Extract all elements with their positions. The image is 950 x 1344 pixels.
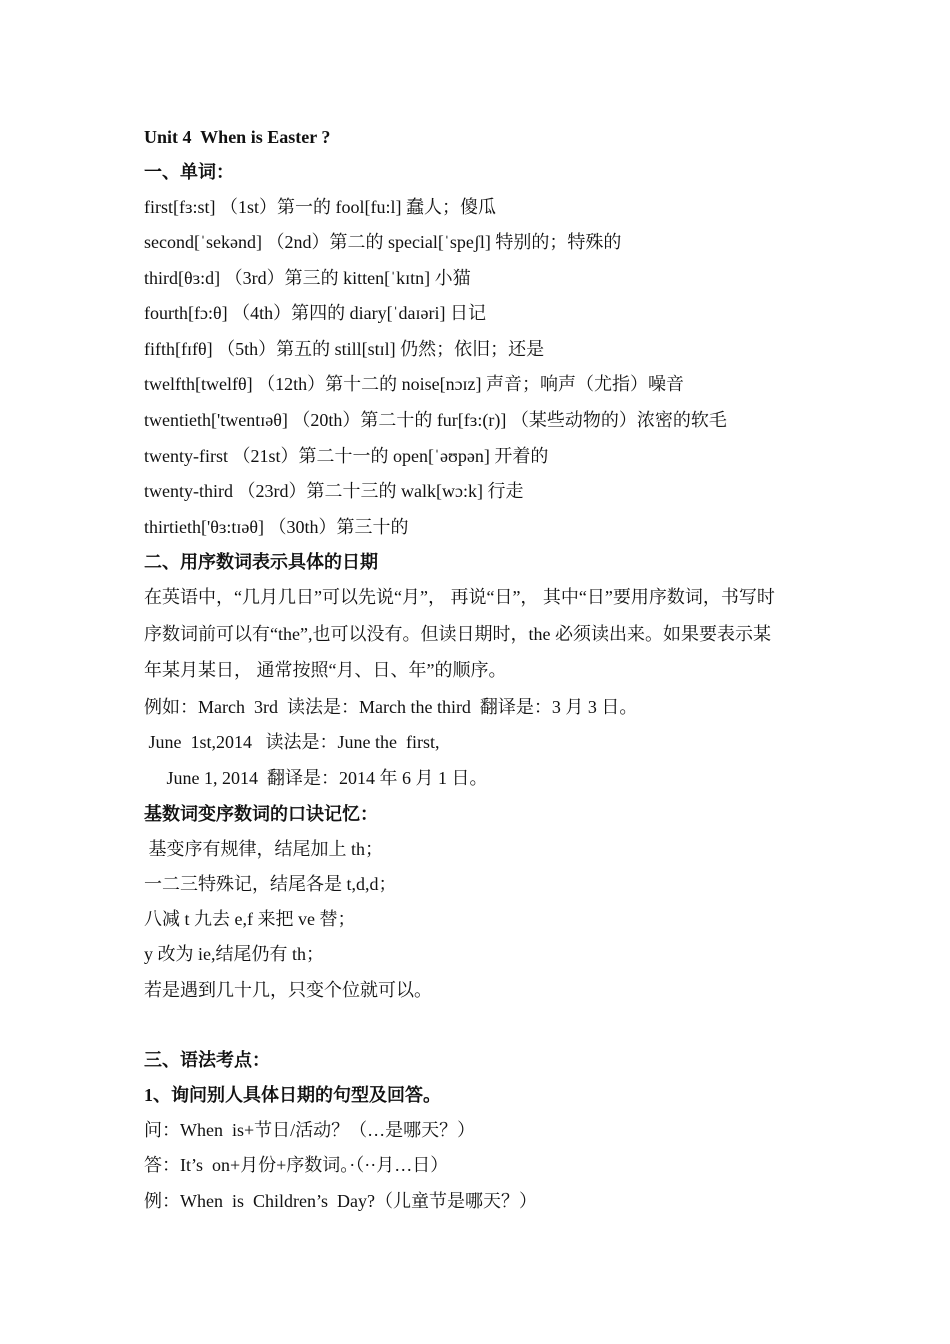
example-line: June 1st,2014 读法是：June the first, xyxy=(144,732,440,752)
vocab-line: thirtieth['θɜ:tɪəθ] （30th）第三十的 xyxy=(144,517,409,537)
vocab-line: twentieth['twentɪəθ] （20th）第二十的 fur[fɜ:(r)] （某些动物的）浓密的软毛 xyxy=(144,410,727,430)
vocab-line: first[fɜ:st] （1st）第一的 fool[fu:l] 蠢人；傻瓜 xyxy=(144,197,497,217)
mnemonic-heading: 基数词变序数词的口诀记忆： xyxy=(144,804,378,824)
mnemonic-line: y 改为 ie,结尾仍有 th； xyxy=(144,944,324,964)
vocab-line: twelfth[twelfθ] （12th）第十二的 noise[nɔɪz] 声音；响声（尤指）噪音 xyxy=(144,374,685,394)
vocab-line: twenty-third （23rd）第二十三的 walk[wɔ:k] 行走 xyxy=(144,481,524,501)
example-line: June 1, 2014 翻译是：2014 年 6 月 1 日。 xyxy=(144,768,488,788)
qa-line: 例：When is Children’s Day?（儿童节是哪天？） xyxy=(144,1191,537,1211)
qa-line: 答：It’s on+月份+序数词。·（··月…日） xyxy=(144,1155,449,1175)
page-title: Unit 4 When is Easter ? xyxy=(144,127,331,147)
qa-line: 问：When is+节日/活动？（…是哪天？） xyxy=(144,1120,476,1140)
paragraph-line: 年某月某日， 通常按照“月、日、年”的顺序。 xyxy=(144,660,507,680)
vocab-line: second[ˈsekənd] （2nd）第二的 special[ˈspeʃl] 特别的；特殊的 xyxy=(144,232,622,252)
mnemonic-line: 八减 t 九去 e,f 来把 ve 替； xyxy=(144,909,356,929)
vocab-line: fifth[fɪfθ] （5th）第五的 still[stɪl] 仍然；依旧；还是 xyxy=(144,339,545,359)
section-heading-grammar: 三、语法考点： xyxy=(144,1050,270,1070)
vocab-line: twenty-first （21st）第二十一的 open[ˈəʊpən] 开着的 xyxy=(144,446,549,466)
section-heading-dates: 二、用序数词表示具体的日期 xyxy=(144,552,378,572)
paragraph-line: 在英语中，“几月几日”可以先说“月”， 再说“日”， 其中“日”要用序数词，书写时 xyxy=(144,587,775,607)
section-heading-vocabulary: 一、单词： xyxy=(144,162,234,182)
grammar-subheading: 1、询问别人具体日期的句型及回答。 xyxy=(144,1085,441,1105)
mnemonic-line: 基变序有规律，结尾加上 th； xyxy=(144,839,383,859)
vocab-line: fourth[fɔ:θ] （4th）第四的 diary[ˈdaɪəri] 日记 xyxy=(144,303,487,323)
example-line: 例如：March 3rd 读法是：March the third 翻译是：3 月 3 日。 xyxy=(144,697,638,717)
mnemonic-line: 一二三特殊记，结尾各是 t,d,d； xyxy=(144,874,397,894)
paragraph-line: 序数词前可以有“the”,也可以没有。但读日期时，the 必须读出来。如果要表示某 xyxy=(144,624,771,644)
vocab-line: third[θɜ:d] （3rd）第三的 kitten[ˈkɪtn] 小猫 xyxy=(144,268,471,288)
mnemonic-line: 若是遇到几十几，只变个位就可以。 xyxy=(144,980,432,1000)
